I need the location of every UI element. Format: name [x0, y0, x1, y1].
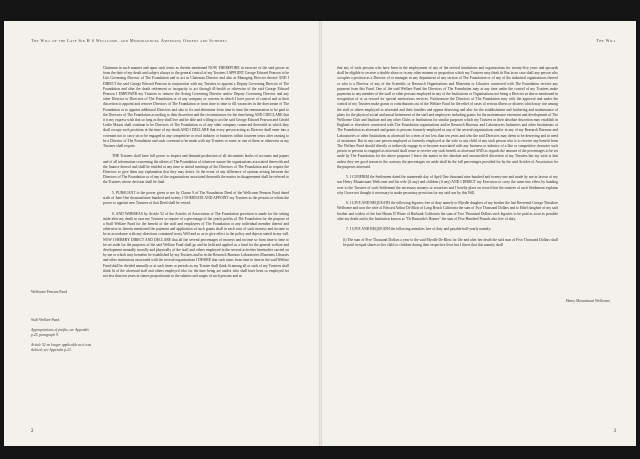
- left-text-column: [103, 66, 289, 284]
- paragraph: 5. PURSUANT to the power given to me by Clause 9 of The Foundation Deed of the Wellcome Pension Fund dated sixth of June One thousand nine hundred and twenty I NOMINATE AND APPOINT my Trustees as the persons in whom the power to appoint new Trustees of that Deed shall be vested.: [103, 190, 289, 206]
- margin-note-henry-mountstuart: Henry Mountstuart Wellcome.: [566, 299, 611, 303]
- margin-note-staff-welfare: Staff Welfare Fund.: [31, 318, 60, 322]
- paragraph: THE Trustees shall have full power to inspect and demand production of all documents books of accounts and papers and of all information concerning the affairs of The Foundation of whatever nature the organisations associated therewith and the finance thereof and shall be entitled at any time to attend meetings of the Directors of The Foundation and to require the Directors to give them any explanation that they may desire. In the event of any difference of opinion arising between the Directors of The Foundation or of any of the organisations associated therewith the matter in disagreement shall be referred to the Trustees whose decision shall be final.: [103, 154, 289, 185]
- paragraph: 6. I GIVE AND BEQUEATH the following legacies free of duty namely to Myrdle daughter of my brother the late Reverend George Theodore Wellcome and now the wife of Edward Arthur De Blois of Long Beach California the sum of Two Thousand Dollars and to Ethel daughter of my said brother and widow of the late Hiram D Winer of Burbank California the sum of Two Thousand Dollars such legacies to be paid as soon as possible after my death and to the Institution known as "Dr Barnardo's Homes" the sum of Five Hundred Pounds also free of duty.: [337, 201, 558, 221]
- left-page: [4, 21, 319, 446]
- paragraph: 5. I CONFIRM the Settlement dated the nineteenth day of April One thousand nine hundred and twenty-one and made by me in favour of my son Henry Mountstuart Wellcome and his wife (if any) and children (if any) AND I DIRECT my Executors to carry the same into effect by handing over to the Trustees of such Settlement the necessary moneys or securities and I hereby place on record that the trustees of such Settlement explains why I have not thought it necessary to make pecuniary provision for my said son by this Will.: [337, 175, 558, 195]
- right-page: [322, 21, 636, 446]
- paragraph: 7. I GIVE AND BEQUEATH the following annuities free of duty and payable half-yearly namely:: [346, 227, 492, 232]
- right-text-column: [337, 66, 558, 253]
- margin-note-appropriations: Appropriations of profits, see Appendix p.25, paragraph 9.: [31, 328, 89, 337]
- margin-note-pension-fund: Wellcome Pension Fund: [31, 290, 67, 294]
- running-head: The Will: [596, 38, 616, 43]
- paragraph: Chairman in such manner and upon such terms as therein mentioned NOW THEREFORE in exercise of the said power as from the date of my death and subject always to the general control of my Trustees I APPOINT George Edward Pearson to be Life Governing Director of The Foundation and to act as Chairman Director and also as Managing Director thereof AND I DIRECT the said George Edward Pearson in conjunction with my Trustees to appoint a Deputy Governing Director of The Foundation and after the death retirement or incapacity to act through ill-health or otherwise of the said George Edward Pearson I EMPOWER my Trustees to remove the Acting Governing Director and/or Deputy Governing Director and any other Director or Directors of The Foundation or of any company or concern in which I have power of control and at their discretion to appoint and remove Directors of The Foundation or from time to time to fill vacancies in the directorate of The Foundation or to appoint additional Directors and also to fix and determine from time to time the remuneration to be paid to the Directors of The Foundation according to their discretion and the circumstances for the time being AND I DECLARE that it is my express wish that so long as they shall live and be able and willing to act the said George Edward Pearson and Gerald Leslie Mason shall continue to be Directors of The Foundation or of any other company connected therewith in which they shall occupy such positions at the time of my death AND I DECLARE that every person acting as Director shall enter into a covenant not to carry on or be engaged in any competitive or rival industry or business within fourteen years after ceasing to be a Director of The Foundation and such covenant to be made with my Trustees or some or one of them or otherwise as my Trustees shall require.: [103, 66, 289, 149]
- paragraph: 6. AND WHEREAS by Article 52 of the Articles of Association of The Foundation provision is made for the setting aside after my death in case my Trustees so require of a percentage of the yearly profits of The Foundation for the purpose of a Staff Welfare Fund for the benefit of the staff and employees of The Foundation or any individual member thereof and otherwise as therein mentioned the payment and application of such grants shall in each case of such moneys and income to be in accordance with any directions contained in my Will and so as to give effect to the policy and objects stated in my will. NOW I HEREBY DIRECT AND DECLARE that all the several percentages of moneys and income so from time to time to be set aside for the purposes of the said Welfare Fund shall go and be held and applied as a fund for the general welfare and development mentally morally and physically of the staff and others employed in the several activities hereinafter carried on by me or which may hereafter be established by my Trustees and/or in the Research Bureaux Laboratories Museums Libraries and other institutions associated with the several organisations I DESIRE that such sums from time to time in the said Welfare Fund shall be divided annually or at such times or periods as my Trustee shall think fit among all or such of my Trustees shall think fit of the aforesaid staff and others employed who for the time being are and/or who shall have been so employed for not less than ten years in shares proportionate to the salaries and wages of such persons and as: [103, 211, 289, 279]
- book-spread: [4, 21, 636, 446]
- paragraph: that any of such persons who have been in the employment of any of the several institutions and organisations for twenty-five years and upwards shall be eligible to receive a double share or in any other manner or proportion which my Trustees may think fit But in no case shall any person who occupies a position as a Director of or manager in any department of any section of The Foundation or of any of the industrial organisations thereof or who is a Director of any of the Scientific or Research Organisations and Museums or Libraries connected with The Foundation receive any payment from this Fund. One of the said Welfare Fund the Directors of The Foundation may at any time under the control of my Trustees make payments to any member of the staff or other persons employed in any of the Institutions or Organisations not being a Director as above mentioned in recognition of or as reward for special meritorious services. Furthermore the Directors of The Foundation may with the approval and under the control of my Trustees make grants or contributions out of the Welfare Fund for the relief of cases of serious illness or distress which may rise among the staff or others employed as aforesaid and their families and appear deserving and also for the establishment and furthering and maintenance of plans for the physical social and moral betterment of the staff and employees including grants for the maintenance extension and development of The Wellcome Club and Institute and any other Clubs or Institutions for similar purposes which my Trustees in their absolute discretion may establish in England or elsewhere connected with The Foundation organisations and/or Research Bureaux and Laboratories Industries and other Institutions of The Foundation as aforesaid and grants to persons formerly employed in any of the several organisations and/or in any of my Research Bureaux and Laboratories or other Institutions as aforesaid for a term of not less than ten years and who the said Directors may deem to be deserving and in need of assistance. But in any case person employed or formerly employed or the wife or any child of any such person who is to receive any benefit from The Welfare Fund should directly or indirectly engage in or become associated with any business or industry of a like or competitive character such person or persons so engaged as aforesaid shall cease to receive any such benefit as aforesaid AND as regards the amount of the percentages to be set aside by The Foundation for the above purposes I leave the matter in the absolute and uncontrolled discretion of my Trustees but my wish is that unless they see good reason to the contrary the percentages set aside shall be the full percentages provided for by the said Articles of Association for the purposes aforesaid.: [337, 66, 558, 169]
- margin-note-article-52: Article 52 no longer applicable as it was deleted; see Appendix p.23.: [31, 343, 92, 352]
- running-head: The Will of the Late Sir H S Wellcome, and Memorandum, Amending Orders and Schemes: [31, 38, 228, 43]
- page-number: 2: [31, 429, 34, 434]
- page-number: 3: [613, 429, 616, 434]
- paragraph: (i) The sum of Five Thousand Dollars a year to the said Myrdle De Blois for life and after her death the said sum of Five Thousand Dollars shall be paid in equal shares to her child or children during their respective lives but I direct that this annuity shall: [343, 237, 558, 247]
